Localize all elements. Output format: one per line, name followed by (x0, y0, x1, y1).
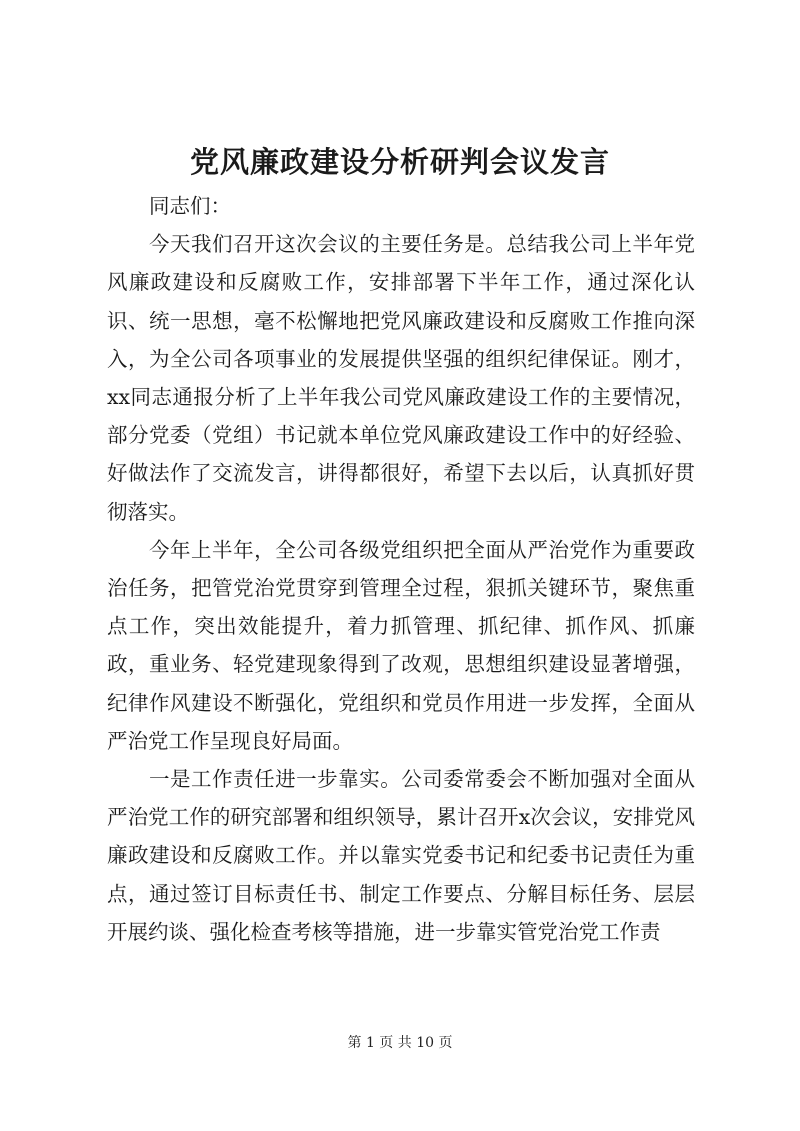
paragraph-2: 今年上半年，全公司各级党组织把全面从严治党作为重要政治任务，把管党治党贯穿到管理全过程，狠抓关键环节，聚焦重点工作，突出效能提升，着力抓管理、抓纪律、抓作风、抓廉政，重业务、轻党建现象得到了改观，思想组织建设显著增强，纪律作风建设不断强化，党组织和党员作用进一步发挥，全面从严治党工作呈现良好局面。 (107, 537, 695, 753)
document-body (107, 187, 695, 951)
greeting: 同志们： (149, 194, 231, 218)
paragraph-1: 今天我们召开这次会议的主要任务是。总结我公司上半年党风廉政建设和反腐败工作，安排部署下半年工作，通过深化认识、统一思想，毫不松懈地把党风廉政建设和反腐败工作推向深入，为全公司各项事业的发展提供坚强的组织纪律保证。刚才，xx同志通报分析了上半年我公司党风廉政建设工作的主要情况，部分党委（党组）书记就本单位党风廉政建设工作中的好经验、好做法作了交流发言，讲得都很好，希望下去以后，认真抓好贯彻落实。 (107, 232, 695, 524)
page-indicator: 第 1 页 共 10 页 (347, 1035, 453, 1051)
document-title: 党风廉政建设分析研判会议发言 (189, 145, 610, 179)
paragraph-3: 一是工作责任进一步靠实。公司委常委会不断加强对全面从严治党工作的研究部署和组织领导，累计召开x次会议，安排党风廉政建设和反腐败工作。并以靠实党委书记和纪委书记责任为重点，通过签订目标责任书、制定工作要点、分解目标任务、层层开展约谈、强化检查考核等措施，进一步靠实管党治党工作责 (107, 767, 695, 944)
